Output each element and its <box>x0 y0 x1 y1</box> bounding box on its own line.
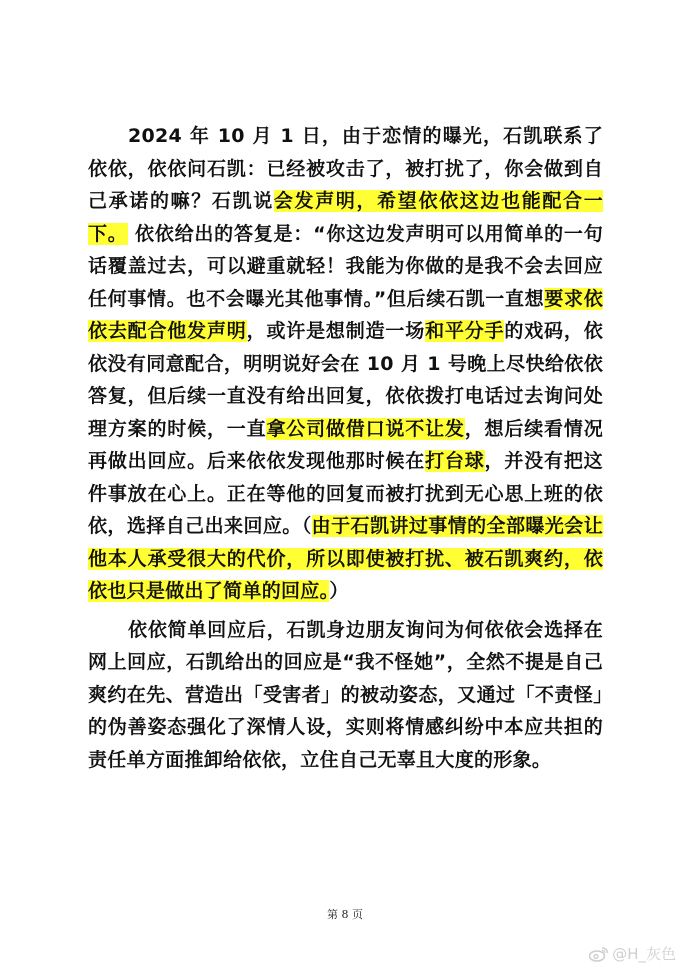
highlighted-text: 由于石凯讲过事情的全部曝光会让他本人承受很大的代价，所以即使被打扰、被石凯爽约，依依也只是做出了简单的回应。 <box>88 515 603 602</box>
text-segment: ，想后续看情况再做出回应。后来依依发现他那时候在 <box>88 417 603 472</box>
highlighted-text: 会发声明，希望依依这边也能配合一下。 <box>88 190 603 245</box>
text-segment: ，或许是想制造一场 <box>246 320 426 342</box>
highlighted-text: 要求依依去配合他发声明 <box>88 287 603 342</box>
highlighted-text: 打台球 <box>425 450 485 472</box>
paragraph <box>88 120 603 608</box>
highlighted-text: 和平分手 <box>425 320 505 342</box>
text-segment: ） <box>329 580 349 602</box>
text-segment: 的戏码，依依没有同意配合，明明说好会在 10 月 1 号晚上尽快给依依答复，但后续一直没有给出回复，依依拨打电话过去询问处理方案的时候，一直 <box>88 320 603 440</box>
paragraph <box>88 614 603 777</box>
text-segment: 2024 年 10 月 1 日，由于恋情的曝光，石凯联系了依依，依依问石凯：已经被攻击了，被打扰了，你会做到自己承诺的嘛？石凯说 <box>88 125 603 212</box>
text-segment: 依依给出的答复是：“你这边发声明可以用简单的一句话覆盖过去，可以避重就轻！我能为你做的是我不会去回应任何事情。也不会曝光其他事情。”但后续石凯一直想 <box>88 222 603 310</box>
weibo-logo-icon <box>589 946 609 962</box>
page-number: 第 8 页 <box>327 908 363 921</box>
watermark-text: @H_灰色 <box>612 945 676 963</box>
watermark <box>589 943 676 964</box>
text-segment: ，并没有把这件事放在心上。正在等他的回复而被打扰到无心思上班的依依，选择自己出来回应。（ <box>88 450 603 537</box>
document-body <box>88 120 603 776</box>
text-segment: 依依简单回应后，石凯身边朋友询问为何依依会选择在网上回应，石凯给出的回应是“我不怪她”，全然不提是自己爽约在先、营造出「受害者」的被动姿态，又通过「不责怪」的伪善姿态强化了深情人设，实则将情感纠纷中本应共担的责任单方面推卸给依依，立住自己无辜且大度的形象。 <box>88 618 603 771</box>
highlighted-text: 拿公司做借口说不让发 <box>266 417 465 440</box>
